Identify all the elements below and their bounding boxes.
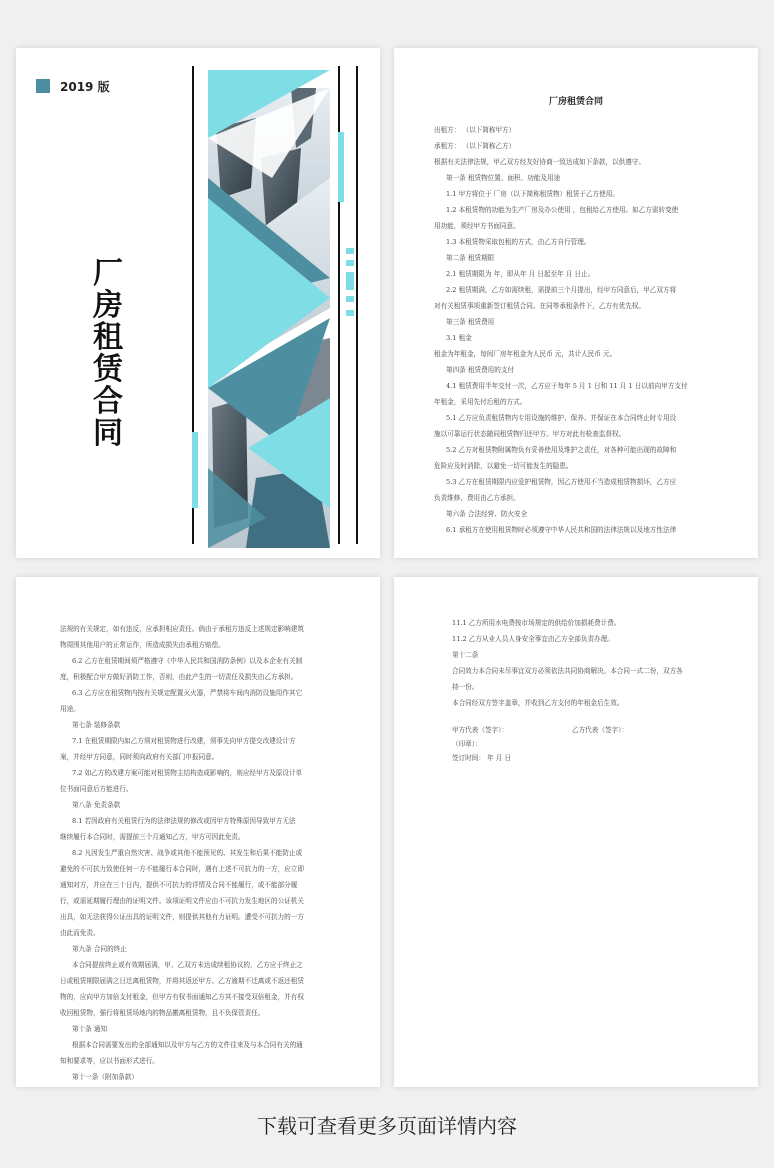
contract-line: 用途。 <box>60 705 80 713</box>
cover-artwork <box>16 48 380 558</box>
contract-line: 第一条 租赁物位置、面积、功能及用途 <box>446 174 561 182</box>
contract-line: 11.1 乙方所用水电费按市场规定的供给价加损耗费计费。 <box>452 619 621 627</box>
contract-line: 出具，如无法获得公证出具的证明文件，则提供其他有力证明。遭受不可抗力的一方 <box>60 913 304 921</box>
cover-title-char: 厂 <box>93 256 123 291</box>
contract-line: 第四条 租赁费用的支付 <box>446 366 515 374</box>
contract-line: 承租方： （以下简称乙方） <box>434 142 516 150</box>
contract-line: 知和要求等，应以书面形式进行。 <box>60 1057 159 1065</box>
contract-line: 收回租赁物，强行将租赁场地内的物品搬离租赁物，且不负保管责任。 <box>60 1009 265 1017</box>
contract-line: 3.1 租金 <box>446 334 472 342</box>
accent-dash <box>346 260 354 266</box>
contract-line: 1.2 本租赁物的功能为生产厂房及办公使用 ，包租给乙方使用。如乙方需转变使 <box>446 206 679 214</box>
seal-label: （印章）： <box>452 740 482 748</box>
contract-line: 5.2 乙方对租赁物附属物负有妥善使用及维护之责任，对各种可能出现的故障和 <box>446 446 677 454</box>
contract-line: 1.1 甲方将位于 厂房（以下简称租赁物）租赁于乙方使用。 <box>446 190 619 198</box>
cover-title-char: 同 <box>93 416 123 451</box>
contract-line: 第二条 租赁期限 <box>446 254 495 262</box>
cover-title-char: 房 <box>93 288 123 323</box>
contract-line: 案，并经甲方同意，同时须向政府有关部门申报同意。 <box>60 753 219 761</box>
accent-dash <box>346 248 354 254</box>
cover-title-char: 租 <box>93 320 123 355</box>
contract-line: 法规的有关规定，如有违反，应承担相应责任。倘由于承租方违反上述规定影响建筑 <box>60 625 304 633</box>
cover-line <box>356 66 358 544</box>
contract-line: 5.1 乙方应负责租赁物内专用设施的维护、保养、并保证在本合同终止时专用设 <box>446 414 677 422</box>
contract-line: 用功能，须经甲方书面同意。 <box>434 222 520 230</box>
contract-line: 通知对方，并应在三十日内，提供不可抗力的详情及合同不能履行，或不能部分履 <box>60 881 298 889</box>
contract-line: 由此而免责。 <box>60 929 100 937</box>
contract-line: 位书面同意后方能进行。 <box>60 785 133 793</box>
accent-dash <box>346 296 354 302</box>
contract-line: 6.2 乙方在租赁期间须严格遵守《中华人民共和国消防条例》以及本企业有关制 <box>72 657 303 665</box>
contract-line: 8.2 凡因发生严重自然灾害、战争或其他不能预见的、其发生和后果不能防止或 <box>72 849 303 857</box>
contract-line: 本合同提前终止或有效期届满，甲、乙双方未达成续租协议的，乙方应于终止之 <box>72 961 303 969</box>
contract-line: 根据有关法律法规，甲乙双方经友好协商一致达成如下条款，以供遵守。 <box>434 158 645 166</box>
accent-dash <box>346 272 354 290</box>
contract-line: 第十条 通知 <box>72 1025 108 1033</box>
contract-page-3 <box>394 577 758 1087</box>
contract-line: 行，或需延期履行理由的证明文件。该项证明文件应由不可抗力发生地区的公证机关 <box>60 897 304 905</box>
page-1-body <box>434 122 734 538</box>
contract-line: 1.3 本租赁物采取包租的方式，由乙方自行管理。 <box>446 238 591 246</box>
contract-line: 2.2 租赁期满，乙方如需续租，需提前三个月提出，经甲方同意后，甲乙双方将 <box>446 286 677 294</box>
contract-line: 避免的不可抗力致使任何一方不能履行本合同时，遇有上述不可抗力的一方，应立即 <box>60 865 304 873</box>
contract-line: 第八条 免责条款 <box>72 801 121 809</box>
cover-page <box>16 48 380 558</box>
contract-line: 危险应及时消除，以避免一切可能发生的隐患。 <box>434 462 573 470</box>
contract-line: 第三条 租赁费用 <box>446 318 495 326</box>
contract-page-2 <box>16 577 380 1087</box>
contract-line: 6.3 乙方应在租赁物内按有关规定配置灭火器，严禁将车间内消防设施用作其它 <box>72 689 303 697</box>
contract-line: 合同效力本合同未尽事宜双方必须依法共同协商解决。本合同一式二份，双方各 <box>452 667 683 675</box>
accent-dash <box>346 310 354 316</box>
contract-line: 持一份。 <box>452 683 479 691</box>
contract-title: 厂房租赁合同 <box>548 97 603 107</box>
contract-line: 负责维修，费用由乙方承担。 <box>434 494 520 502</box>
accent-bar <box>192 432 198 508</box>
contract-line: 第七条 装修条款 <box>72 721 121 729</box>
sign-date: 签订时间： 年 月 日 <box>452 754 512 762</box>
party-b-signature: 乙方代表（签字）： <box>572 726 629 734</box>
contract-line: 11.2 乙方从业人员人身安全事宜由乙方全部负责办理。 <box>452 635 614 643</box>
contract-line: 物的，应向甲方加倍支付租金，但甲方有权书面通知乙方其不接受双倍租金，并有权 <box>60 993 304 1001</box>
version-label: 2019 版 <box>60 80 110 94</box>
contract-line: 第六条 合法经营、防火安全 <box>446 510 528 518</box>
contract-line: 第十二条 <box>452 651 479 659</box>
contract-line: 对有关租赁事项重新签订租赁合同。在同等承租条件下，乙方有优先权。 <box>434 302 645 310</box>
contract-line: 继续履行本合同时，需提前三个月通知乙方，甲方可因此免责。 <box>60 833 245 841</box>
contract-line: 5.3 乙方在租赁期限内应爱护租赁物，因乙方使用不当造成租赁物损坏，乙方应 <box>446 478 677 486</box>
contract-line: 4.1 租赁费用半年交付一次，乙方应于每年 5 月 1 日和 11 月 1 日以前向甲方支付 <box>446 382 688 390</box>
contract-line: 出租方： （以下简称甲方） <box>434 126 516 134</box>
page-2-body <box>60 621 356 1085</box>
contract-line: 日或租赁期限届满之日迁离租赁物，并将其返还甲方。乙方逾期不迁离或不返还租赁 <box>60 977 304 985</box>
page-3-body <box>452 615 734 711</box>
contract-line: 2.1 租赁期限为 年，即从年 月 日起至年 月 日止。 <box>446 270 595 278</box>
party-a-signature: 甲方代表（签字）： <box>452 726 509 734</box>
contract-line: 7.1 在租赁期限内如乙方须对租赁物进行改建，须事先向甲方提交改建设计方 <box>72 737 296 745</box>
contract-line: 物周围其他用户的正常运作，所造成损失由承租方赔偿。 <box>60 641 225 649</box>
contract-line: 根据本合同需要发出的全部通知以及甲方与乙方的文件往来及与本合同有关的通 <box>72 1041 303 1049</box>
cover-title-char: 赁 <box>93 352 123 387</box>
contract-line: 7.2 如乙方的改建方案可能对租赁物主结构造成影响的，则应经甲方及原设计单 <box>72 769 303 777</box>
contract-line: 第九条 合同的终止 <box>72 945 127 953</box>
cover-title-char: 合 <box>93 384 123 419</box>
contract-line: 年租金，采用先付后租的方式。 <box>434 398 527 406</box>
download-caption: 下载可查看更多页面详情内容 <box>257 1114 517 1138</box>
contract-line: 8.1 若因政府有关租赁行为的法律法规的修改或因甲方特殊原因导致甲方无法 <box>72 817 296 825</box>
contract-line: 第十一条（附加条款） <box>72 1073 138 1081</box>
contract-line: 本合同经双方签字盖章，并收到乙方支付的年租金后生效。 <box>452 699 624 707</box>
contract-line: 6.1 承租方在使用租赁物时必须遵守中华人民共和国的法律法规以及地方性法律 <box>446 526 677 534</box>
contract-line: 施以可靠运行状态随同租赁物归还甲方。甲方对此有检查监督权。 <box>434 430 626 438</box>
contract-page-1 <box>394 48 758 558</box>
accent-bar <box>338 132 344 202</box>
contract-line: 租金为年租金，每间厂房年租金为人民币 元，共计人民币 元。 <box>434 350 617 358</box>
contract-line: 度，积极配合甲方做好消防工作，否则，由此产生的一切责任及损失由乙方承担。 <box>60 673 298 681</box>
